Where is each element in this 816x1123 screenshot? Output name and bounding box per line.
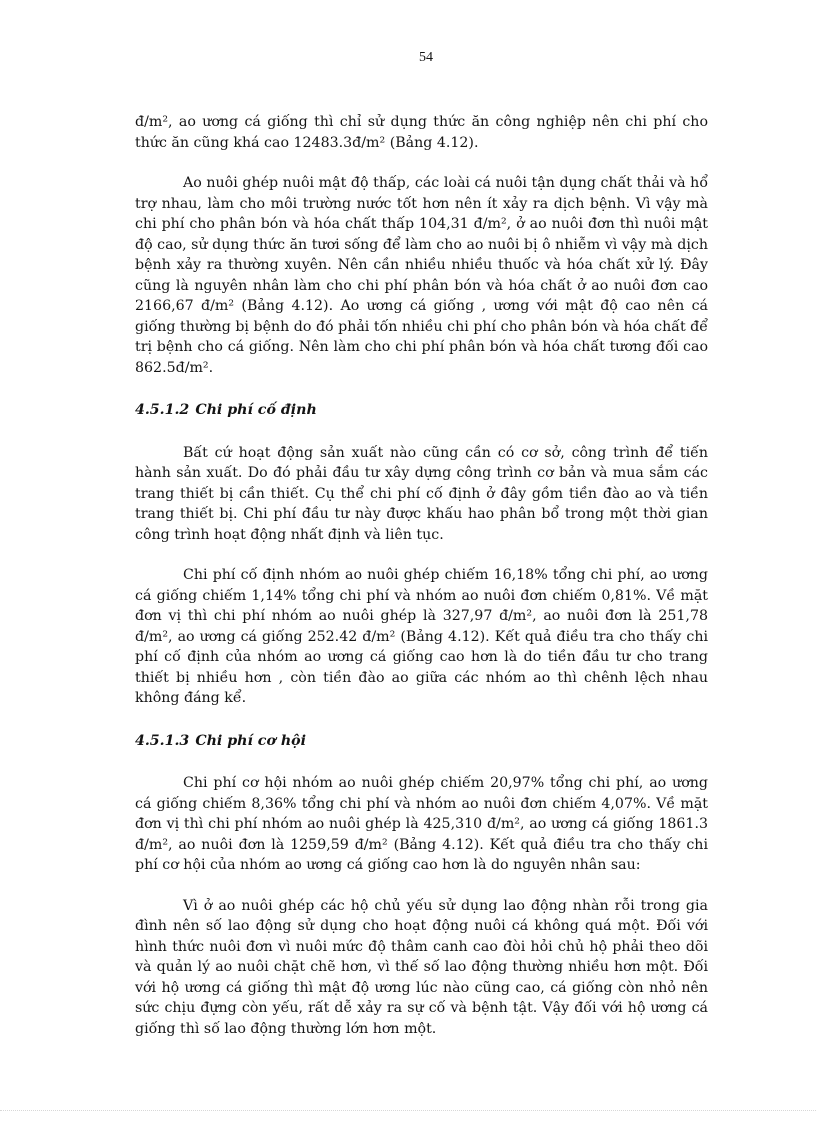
section-title: Chi phí cố định: [195, 402, 317, 418]
section-title: Chi phí cơ hội: [195, 732, 307, 749]
paragraph-fixed-cost-comparison: Chi phí cố định nhóm ao nuôi ghép chiếm 16,18% tổng chi phí, ao ương cá giống chiếm 1,14% tổng chi phí và nhóm ao nuôi đơn chiếm 0,81%. Về mặt đơn vị thì chi phí nhóm ao nuôi ghép là 327,97 đ/m², ao nuôi đơn là 251,78 đ/m², ao ương cá giống 252.42 đ/m² (Bảng 4.12). Kết quả điều tra cho thấy chi phí cố định của nhóm ao ương cá giống cao hơn là do tiền đầu tư cho trang thiết bị nhiều hơn , còn tiền đào ao giữa các nhóm ao thì chênh lệch nhau không đáng kể.: [135, 567, 708, 706]
section-number: 4.5.1.3: [135, 732, 190, 749]
paragraph-feed-cost-continued: đ/m², ao ương cá giống thì chỉ sử dụng thức ăn công nghiệp nên chi phí cho thức ăn cũng khá cao 12483.3đ/m² (Bảng 4.12).: [135, 114, 708, 151]
section-heading-opportunity-cost: [135, 731, 708, 752]
section-number: 4.5.1.2: [135, 402, 190, 418]
paragraph-labor-explanation: Vì ở ao nuôi ghép các hộ chủ yếu sử dụng lao động nhàn rỗi trong gia đình nên số lao động sử dụng cho hoạt động nuôi cá không quá một. Đối với hình thức nuôi đơn vì nuôi mức độ thâm canh cao đòi hỏi chủ hộ phải theo dõi và quản lý ao nuôi chặt chẽ hơn, vì thế số lao động thường nhiều hơn một. Đối với hộ ương cá giống thì mật độ ương lúc nào cũng cao, cá giống còn nhỏ nên sức chịu đựng còn yếu, rất dễ xảy ra sự cố và bệnh tật. Vậy đối với hộ ương cá giống thì số lao động thường lớn hơn một.: [135, 897, 708, 1037]
page-body: [135, 112, 708, 1039]
page-number: 54: [419, 50, 433, 65]
paragraph-fertilizer-chemical-cost: Ao nuôi ghép nuôi mật độ thấp, các loài cá nuôi tận dụng chất thải và hổ trợ nhau, làm cho môi trường nước tốt hơn nên ít xảy ra dịch bệnh. Vì vậy mà chi phí cho phân bón và hóa chất thấp 104,31 đ/m², ở ao nuôi đơn thì nuôi mật độ cao, sử dụng thức ăn tươi sống để làm cho ao nuôi bị ô nhiễm vì vậy mà dịch bệnh xảy ra thường xuyên. Nên cần nhiều nhiều thuốc và hóa chất xử lý. Đây cũng là nguyên nhân làm cho chi phí phân bón và hóa chất ở ao nuôi đơn cao 2166,67 đ/m² (Bảng 4.12). Ao ương cá giống , ương với mật độ cao nên cá giống thường bị bệnh do đó phải tốn nhiều chi phí cho phân bón và hóa chất để trị bệnh cho cá giống. Nên làm cho chi phí phân bón và hóa chất tương đối cao 862.5đ/m².: [135, 175, 708, 376]
section-heading-fixed-cost: [135, 400, 708, 421]
paragraph-opportunity-cost-comparison: Chi phí cơ hội nhóm ao nuôi ghép chiếm 20,97% tổng chi phí, ao ương cá giống chiếm 8,36% tổng chi phí và nhóm ao nuôi đơn chiếm 4,07%. Về mặt đơn vị thì chi phí nhóm ao nuôi ghép là 425,310 đ/m², ao ương cá giống 1861.3 đ/m², ao nuôi đơn là 1259,59 đ/m² (Bảng 4.12). Kết quả điều tra cho thấy chi phí cơ hội của nhóm ao ương cá giống cao hơn là do nguyên nhân sau:: [135, 775, 708, 873]
page-bottom-border: [0, 1110, 816, 1111]
paragraph-fixed-cost-intro: Bất cứ hoạt động sản xuất nào cũng cần có cơ sở, công trình để tiến hành sản xuất. Do đó phải đầu tư xây dựng công trình cơ bản và mua sắm các trang thiết bị cần thiết. Cụ thể chi phí cố định ở đây gồm tiền đào ao và tiền trang thiết bị. Chi phí đầu tư này được khấu hao phân bổ trong một thời gian công trình hoạt động nhất định và liên tục.: [135, 444, 708, 543]
